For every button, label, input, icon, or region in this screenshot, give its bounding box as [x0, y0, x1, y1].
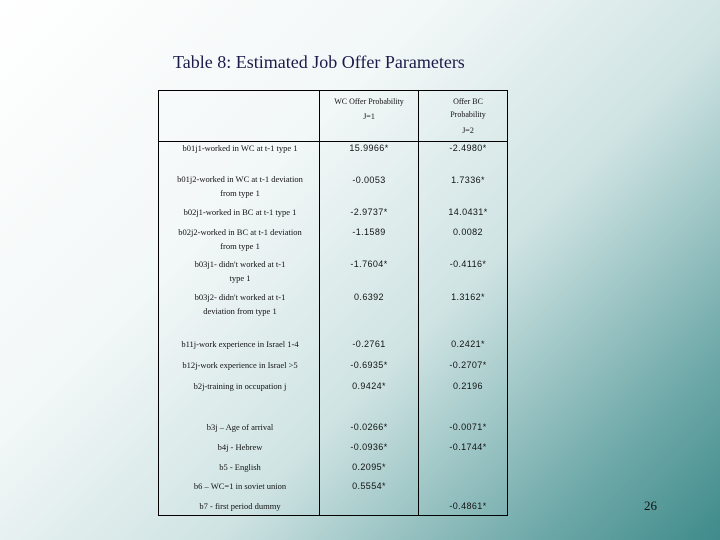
wc-value: -0.6935*	[350, 360, 388, 370]
row-label-line2: from type 1	[220, 188, 260, 198]
row-label-line1: b5 - English	[219, 462, 261, 472]
row-label	[161, 420, 319, 434]
col1-header-line1: WC Offer Probability	[334, 97, 404, 106]
row-label	[161, 290, 319, 318]
row-label-line1: b2j-training in occupation j	[193, 381, 287, 391]
bc-value: 0.2196	[453, 381, 483, 391]
row-label	[161, 460, 319, 474]
row-label-line2: deviation from type 1	[203, 306, 277, 316]
bc-value: 14.0431*	[448, 207, 488, 217]
slide-title: Table 8: Estimated Job Offer Parameters	[173, 52, 465, 72]
col2-header	[421, 95, 515, 137]
row-label	[161, 479, 319, 493]
wc-value: 0.2095*	[352, 462, 386, 472]
bc-value: -0.4116*	[449, 259, 487, 269]
wc-value: -0.0053	[352, 175, 386, 185]
page-number: 26	[644, 498, 657, 513]
bc-value: 0.0082	[453, 227, 483, 237]
col2-header-line3: J=2	[462, 126, 474, 135]
row-label-line1: b6 – WC=1 in soviet union	[193, 481, 287, 491]
column-divider	[319, 91, 320, 515]
row-label	[161, 225, 319, 253]
bc-value: 1.7336*	[451, 175, 485, 185]
bc-value: -0.2707*	[449, 360, 487, 370]
row-label-line1: b02j2-worked in BC at t-1 deviation	[178, 227, 302, 237]
row-label-line1: b12j-work experience in Israel >5	[182, 360, 298, 370]
wc-value: -0.0266*	[350, 422, 388, 432]
row-label-line1: b4j - Hebrew	[217, 442, 263, 452]
wc-value: -0.0936*	[350, 442, 388, 452]
row-label-line1: b02j1-worked in BC at t-1 type 1	[183, 207, 297, 217]
wc-value: 0.9424*	[352, 381, 386, 391]
bc-value: 1.3162*	[451, 292, 485, 302]
row-label	[161, 205, 319, 219]
wc-value: -2.9737*	[350, 207, 388, 217]
row-label	[161, 358, 319, 372]
row-label	[161, 379, 319, 393]
row-label-line2: from type 1	[220, 241, 260, 251]
row-label	[161, 141, 319, 155]
col2-header-line2: Probability	[450, 110, 486, 119]
parameters-table	[158, 90, 508, 516]
row-label-line1: b11j-work experience in Israel 1-4	[181, 339, 299, 349]
wc-value: 15.9966*	[349, 143, 389, 153]
wc-value: -0.2761	[352, 339, 386, 349]
row-label-line1: b7 - first period dummy	[199, 501, 281, 511]
bc-value: -0.4861*	[449, 501, 487, 511]
row-label	[161, 499, 319, 513]
bc-value: 0.2421*	[451, 339, 485, 349]
row-label-line1: b03j1- didn't worked at t-1	[194, 259, 286, 269]
bc-value: -0.0071*	[449, 422, 487, 432]
wc-value: -1.1589	[352, 227, 386, 237]
row-label-line1: b01j2-worked in WC at t-1 deviation	[177, 174, 303, 184]
row-label-line1: b03j2- didn't worked at t-1	[194, 292, 286, 302]
wc-value: 0.5554*	[352, 481, 386, 491]
row-label-line2: type 1	[229, 273, 251, 283]
row-label	[161, 440, 319, 454]
bc-value: -2.4980*	[449, 143, 487, 153]
row-label-line1: b01j1-worked in WC at t-1 type 1	[182, 143, 298, 153]
wc-value: 0.6392	[354, 292, 384, 302]
row-label-line1: b3j – Age of arrival	[206, 422, 274, 432]
column-divider	[418, 91, 419, 515]
row-label	[161, 172, 319, 200]
wc-value: -1.7604*	[350, 259, 388, 269]
col1-header	[321, 95, 417, 123]
col1-header-line2: J=1	[363, 112, 375, 121]
bc-value: -0.1744*	[449, 442, 487, 452]
row-label	[161, 337, 319, 351]
row-label	[161, 257, 319, 285]
col2-header-line1: Offer BC	[453, 97, 483, 106]
